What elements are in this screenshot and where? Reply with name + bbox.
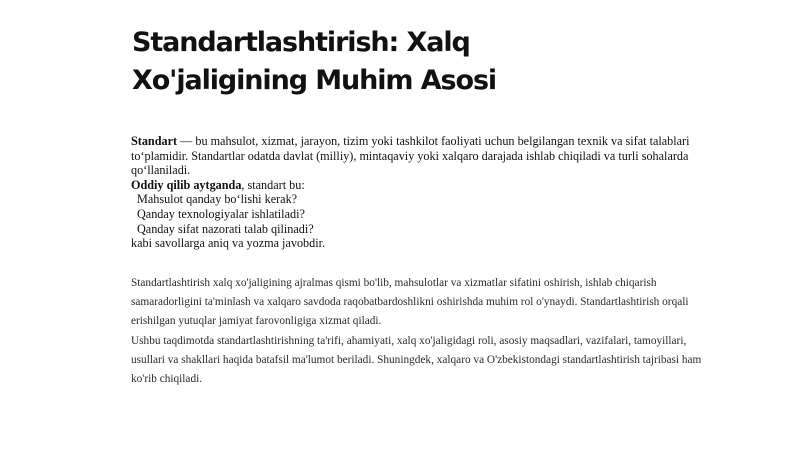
- definition-term: Standart: [131, 134, 178, 148]
- question-item: Mahsulot qanday boʻlishi kerak?: [137, 192, 298, 207]
- body-line: samaradorligini ta'minlash va xalqaro savdoda raqobatbardoshlikni oshirishda muhim rol o'ynaydi. Standartlashtirish orqali: [131, 296, 689, 309]
- body-line: ko'rib chiqiladi.: [131, 373, 203, 386]
- body-paragraphs: [131, 274, 731, 389]
- body-line: erishilgan yutuqlar jamiyat farovonligiga xizmat qiladi.: [131, 315, 382, 328]
- definition-line-2: toʻplamidir. Standartlar odatda davlat (milliy), mintaqaviy yoki xalqaro darajada ishlab chiqiladi va turli sohalarda: [131, 148, 689, 163]
- body-line: usullari va shakllari haqida batafsil ma'lumot beriladi. Shuningdek, xalqaro va O'zbekistondagi standartlashtirish tajribasi ham: [131, 353, 702, 366]
- definition-block: [131, 134, 731, 251]
- question-item: Qanday sifat nazorati talab qilinadi?: [137, 221, 314, 236]
- simple-intro: [131, 178, 731, 193]
- question-item: Qanday texnologiyalar ishlatiladi?: [137, 206, 305, 221]
- definition-line-3: qoʻllaniladi.: [131, 163, 191, 178]
- title-line-1: Standartlashtirish: Xalq: [132, 27, 470, 58]
- definition-line-1-text: — bu mahsulot, xizmat, jarayon, tizim yoki tashkilot faoliyati uchun belgilangan texnik va sifat talablari: [177, 134, 690, 148]
- body-line: Standartlashtirish xalq xo'jaligining ajralmas qismi bo'lib, mahsulotlar va xizmatlar sifatini oshirish, ishlab chiqarish: [131, 277, 657, 289]
- simple-label: Oddiy qilib aytganda: [131, 177, 242, 192]
- page-title: [132, 24, 692, 100]
- definition-line-1: [131, 134, 731, 149]
- simple-rest: , standart bu:: [241, 177, 305, 192]
- body-line: Ushbu taqdimotda standartlashtirishning ta'rifi, ahamiyati, xalq xo'jaligidagi roli, asosiy maqsadlari, vazifalari, tamoyillari,: [131, 334, 687, 347]
- title-line-2: Xo'jaligining Muhim Asosi: [132, 65, 497, 96]
- definition-closing: kabi savollarga aniq va yozma javobdir.: [131, 236, 326, 251]
